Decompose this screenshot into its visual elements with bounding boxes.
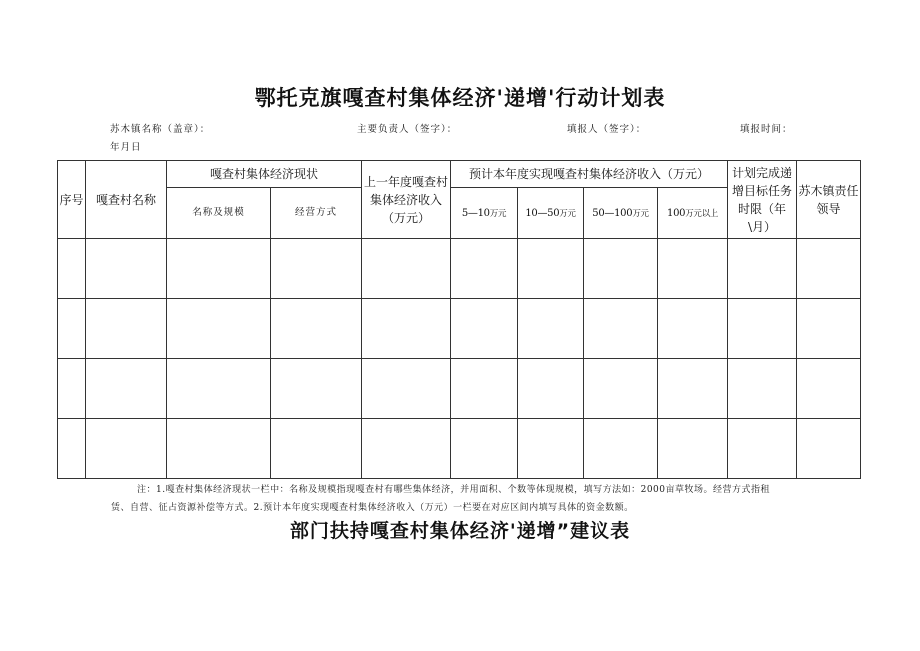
table-cell[interactable] xyxy=(58,419,86,479)
table-cell[interactable] xyxy=(518,419,584,479)
range-unit: 万元以上 xyxy=(685,208,719,219)
table-cell[interactable] xyxy=(518,359,584,419)
range-number: 100 xyxy=(667,207,686,219)
range-unit: 万元 xyxy=(559,208,576,219)
table-cell[interactable] xyxy=(797,419,861,479)
meta-report-time: 填报时间： xyxy=(740,124,793,135)
meta-reporter-signature: 填报人（签字）： xyxy=(567,124,647,135)
table-cell[interactable] xyxy=(728,299,797,359)
header-range-50-100 xyxy=(584,188,658,239)
table-cell[interactable] xyxy=(584,359,658,419)
table-cell[interactable] xyxy=(658,359,728,419)
table-row xyxy=(58,239,861,299)
second-document-title: 部门扶持嘎查村集体经济'递增”建议表 xyxy=(289,520,631,542)
table-cell[interactable] xyxy=(451,299,518,359)
table-cell[interactable] xyxy=(797,359,861,419)
table-cell[interactable] xyxy=(362,359,451,419)
table-cell[interactable] xyxy=(728,359,797,419)
header-responsible-leader: 苏木镇责任领导 xyxy=(797,161,861,239)
table-cell[interactable] xyxy=(271,239,362,299)
table-cell[interactable] xyxy=(362,419,451,479)
header-range-5-10 xyxy=(451,188,518,239)
table-cell[interactable] xyxy=(728,419,797,479)
range-unit: 万元 xyxy=(489,208,507,219)
header-status-name-scale: 名称及规模 xyxy=(167,188,271,239)
range-number: 5—10 xyxy=(461,207,490,219)
header-expected-income: 预计本年度实现嘎查村集体经济收入（万元） xyxy=(451,161,728,188)
table-cell[interactable] xyxy=(584,419,658,479)
table-cell[interactable] xyxy=(167,419,271,479)
table-header-row-1 xyxy=(58,161,861,188)
table-cell[interactable] xyxy=(86,359,167,419)
table-cell[interactable] xyxy=(167,299,271,359)
range-unit: 万元 xyxy=(632,208,649,219)
header-deadline: 计划完成递增目标任务时限（年\月） xyxy=(728,161,797,239)
table-cell[interactable] xyxy=(797,299,861,359)
table-cell[interactable] xyxy=(658,299,728,359)
table-cell[interactable] xyxy=(167,239,271,299)
table-cell[interactable] xyxy=(728,239,797,299)
table-cell[interactable] xyxy=(362,299,451,359)
note-line-1: 注：1.嘎查村集体经济现状一栏中：名称及规模指现嘎查村有哪些集体经济，并用面积、个数等体现规模，填写方法如：2000亩草牧场。经营方式指租 xyxy=(137,485,770,495)
table-cell[interactable] xyxy=(58,359,86,419)
range-number: 10—50 xyxy=(525,207,560,219)
table-cell[interactable] xyxy=(167,359,271,419)
table-cell[interactable] xyxy=(518,239,584,299)
table-cell[interactable] xyxy=(584,239,658,299)
header-village-name: 嘎查村名称 xyxy=(86,161,167,239)
table-cell[interactable] xyxy=(86,299,167,359)
header-last-year-income: 上一年度嘎查村集体经济收入（万元） xyxy=(362,161,451,239)
table-cell[interactable] xyxy=(451,239,518,299)
document-title: 鄂托克旗嘎查村集体经济'递增'行动计划表 xyxy=(254,86,666,110)
table-cell[interactable] xyxy=(658,419,728,479)
meta-report-date: 年月日 xyxy=(110,142,142,153)
note-line-2: 赁、自营、征占资源补偿等方式。2.预计本年度实现嘎查村集体经济收入（万元）一栏要在对应区间内填写具体的资金数额。 xyxy=(111,503,634,513)
table-cell[interactable] xyxy=(658,239,728,299)
table-cell[interactable] xyxy=(518,299,584,359)
table-cell[interactable] xyxy=(271,359,362,419)
table-cell[interactable] xyxy=(797,239,861,299)
table-cell[interactable] xyxy=(271,419,362,479)
table-cell[interactable] xyxy=(584,299,658,359)
header-status-mode: 经营方式 xyxy=(271,188,362,239)
table-note xyxy=(57,481,867,517)
meta-town-name: 苏木镇名称（盖章）： xyxy=(110,124,211,135)
table-cell[interactable] xyxy=(58,239,86,299)
header-range-100-plus xyxy=(658,188,728,239)
table-row xyxy=(58,299,861,359)
action-plan-table xyxy=(57,160,861,479)
header-range-10-50 xyxy=(518,188,584,239)
table-cell[interactable] xyxy=(362,239,451,299)
table-row xyxy=(58,419,861,479)
table-cell[interactable] xyxy=(451,359,518,419)
table-cell[interactable] xyxy=(58,299,86,359)
range-number: 50—100 xyxy=(592,207,633,219)
table-cell[interactable] xyxy=(271,299,362,359)
table-row xyxy=(58,359,861,419)
header-economy-status: 嘎查村集体经济现状 xyxy=(167,161,362,188)
table-cell[interactable] xyxy=(86,419,167,479)
table-cell[interactable] xyxy=(86,239,167,299)
table-cell[interactable] xyxy=(451,419,518,479)
header-seq: 序号 xyxy=(58,161,86,239)
meta-leader-signature: 主要负责人（签字）： xyxy=(357,124,458,135)
